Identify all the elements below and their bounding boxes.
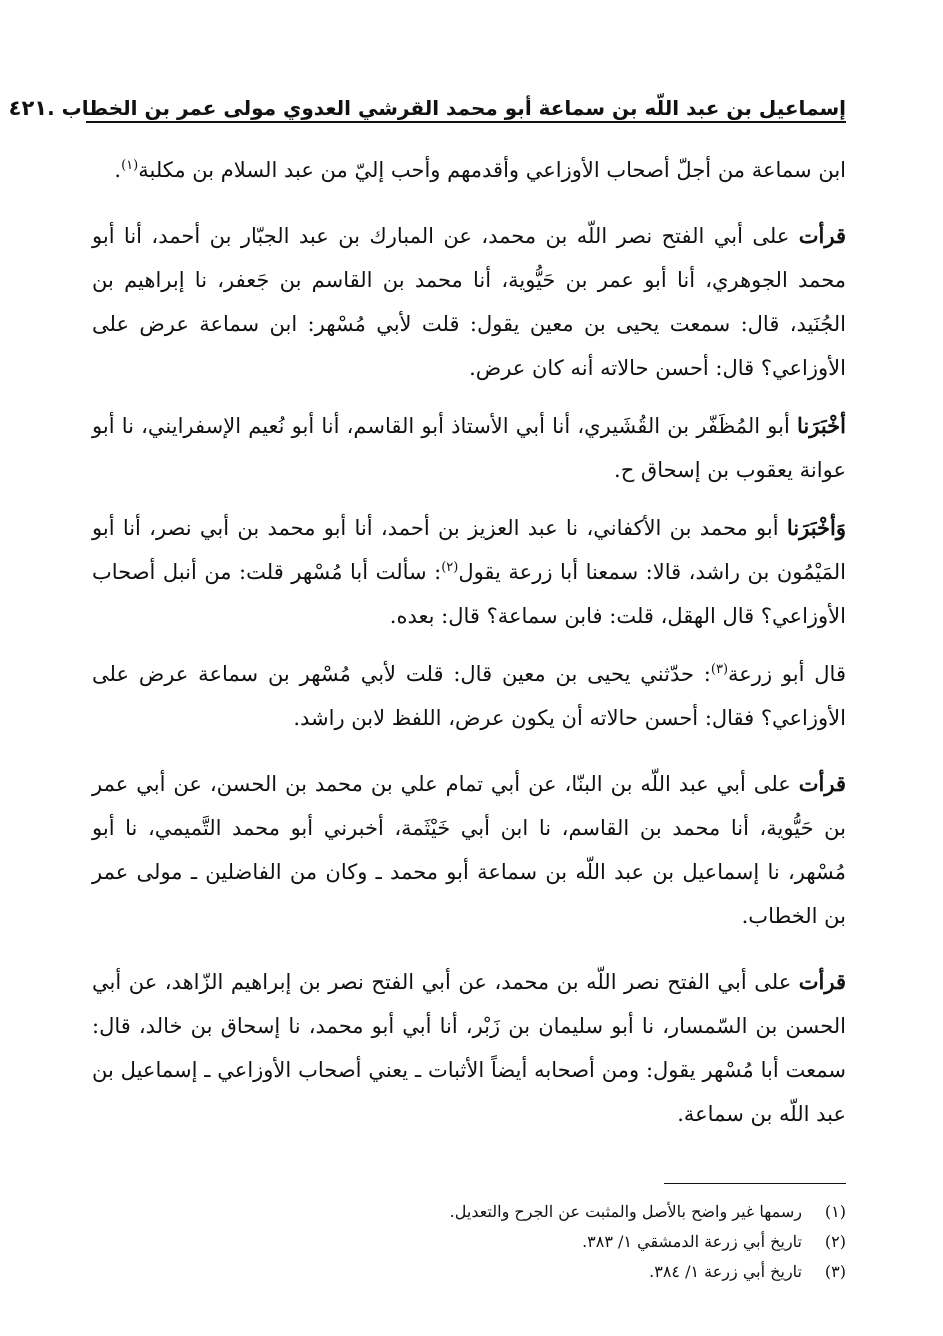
- paragraph: [92, 762, 846, 938]
- paragraph-tail: .: [114, 158, 122, 182]
- paragraph-lead: وَأخْبَرَنا: [786, 515, 846, 540]
- paragraph-tail: : حدّثني يحيى بن معين قال: قلت لأبي مُسْهر بن سماعة عرض على الأوزاعي؟ فقال: أحسن حالاته أن يكون عرض، اللفظ لابن راشد.: [92, 662, 846, 730]
- footnote-text: رسمها غير واضح بالأصل والمثبت عن الجرح والتعديل.: [449, 1202, 802, 1221]
- footnote: [92, 1197, 846, 1227]
- paragraph: [92, 960, 846, 1136]
- paragraph-text: على أبي عبد اللّه بن البنّا، عن أبي تمام علي بن محمد بن الحسن، عن أبي عمر بن حَيُّوية، أنا محمد بن القاسم، نا ابن أبي خَيْثَمة، أخبرني أبو محمد التَّميمي، نا أبو مُسْهر، نا إسماعيل بن عبد اللّه بن سماعة أبو محمد ـ وكان من الفاضلين ـ مولى عمر بن الخطاب.: [92, 772, 846, 928]
- paragraph-text: على أبي الفتح نصر اللّه بن محمد، عن المبارك بن عبد الجبّار بن أحمد، أنا أبو محمد الجوهري، أنا أبو عمر بن حَيُّوية، أنا محمد بن القاسم بن جَعفر، نا إبراهيم بن الجُنَيد، قال: سمعت يحيى بن معين يقول: قلت لأبي مُسْهر: ابن سماعة عرض على الأوزاعي؟ قال: أحسن حالاته أنه كان عرض.: [92, 224, 846, 380]
- footnote-number: (١): [824, 1202, 846, 1221]
- footnote-ref: (٣): [710, 662, 729, 677]
- paragraph-tail: : سألت أبا مُسْهر قلت: من أنبل أصحاب الأوزاعي؟ قال الهقل، قلت: فابن سماعة؟ قال: بعده.: [92, 560, 846, 628]
- paragraph: [92, 506, 846, 638]
- footnote-number: (٣): [824, 1262, 846, 1281]
- footnote-ref: (١): [121, 158, 139, 173]
- running-header-title: إسماعيل بن عبد اللّه بن سماعة أبو محمد القرشي العدوي مولى عمر بن الخطاب .: [47, 96, 846, 120]
- paragraph: [92, 214, 846, 390]
- paragraph-text: أبو محمد بن الأكفاني، نا عبد العزيز بن أحمد، أنا أبو محمد بن أبي نصر، أنا أبو المَيْمُون بن راشد، قالا: سمعنا أبا زرعة يقول: [92, 516, 846, 584]
- paragraph-lead: أخْبَرَنا: [797, 413, 846, 438]
- paragraph-text: ابن سماعة من أجلّ أصحاب الأوزاعي وأقدمهم وأحب إليّ من عبد السلام بن مكلبة: [138, 158, 846, 182]
- footnote: [92, 1257, 846, 1287]
- page-number: ٤٢١: [8, 96, 48, 120]
- paragraph-text: على أبي الفتح نصر اللّه بن محمد، عن أبي الفتح نصر بن إبراهيم الزّاهد، عن أبي الحسن بن السّمسار، نا أبو سليمان بن زَبْر، أنا أبي أبو محمد، نا إسحاق بن خالد، قال: سمعت أبا مُسْهر يقول: ومن أصحابه أيضاً الأثبات ـ يعني أصحاب الأوزاعي ـ إسماعيل بن عبد اللّه بن سماعة.: [92, 970, 846, 1126]
- footnote-number: (٢): [824, 1232, 846, 1251]
- footnotes: [92, 1197, 846, 1287]
- paragraph-lead: قرأت: [798, 223, 846, 248]
- footnote: [92, 1227, 846, 1257]
- footnote-text: تاريخ أبي زرعة الدمشقي ١/ ٣٨٣.: [582, 1232, 802, 1251]
- footnote-rule: [664, 1183, 846, 1184]
- paragraph-text: قال أبو زرعة: [728, 662, 846, 686]
- paragraph-lead: قرأت: [798, 771, 846, 796]
- body-text: [92, 148, 846, 1150]
- running-header: [8, 80, 846, 120]
- footnote-ref: (٢): [441, 560, 459, 575]
- paragraph-lead: قرأت: [798, 969, 846, 994]
- footnote-text: تاريخ أبي زرعة ١/ ٣٨٤.: [649, 1262, 802, 1281]
- header-rule: [86, 121, 846, 123]
- paragraph-text: أبو المُظَفّر بن القُشَيري، أنا أبي الأستاذ أبو القاسم، أنا أبو نُعيم الإسفرايني، نا أبو عوانة يعقوب بن إسحاق ح.: [92, 414, 846, 482]
- paragraph: [92, 652, 846, 740]
- paragraph: [92, 404, 846, 492]
- paragraph: [92, 148, 846, 192]
